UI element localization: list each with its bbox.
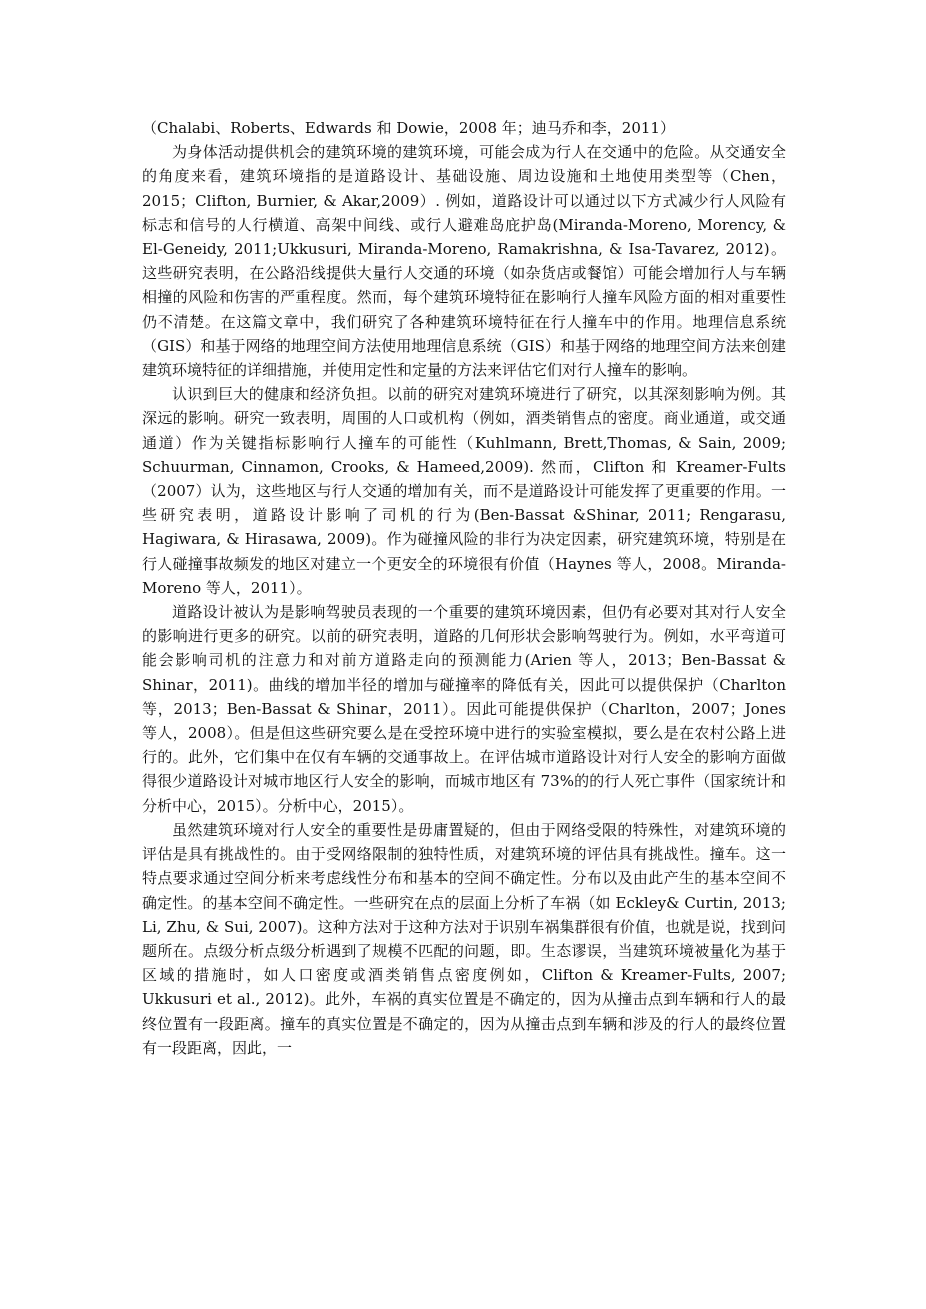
citation-line: （Chalabi、Roberts、Edwards 和 Dowie，2008 年；迪马乔和李，2011）: [142, 119, 675, 137]
paragraph-network-constraint: 虽然建筑环境对行人安全的重要性是毋庸置疑的，但由于网络受限的特殊性，对建筑环境的评估是具有挑战性的。由于受网络限制的独特性质，对建筑环境的评估具有挑战性。撞车。这一特点要求通过空间分析来考虑线性分布和基本的空间不确定性。分布以及由此产生的基本空间不确定性。的基本空间不确定性。一些研究在点的层面上分析了车祸（如 Eckley& Curtin, 2013; Li, Zhu, & Sui, 2007)。这种方法对于这种方法对于识别车祸集群很有价值，也就是说，找到问题所在。点级分析点级分析遇到了规模不匹配的问题，即。生态谬误，当建筑环境被量化为基于区域的措施时，如人口密度或酒类销售点密度例如，Clifton & Kreamer-Fults, 2007; Ukkusuri et al., 2012)。此外，车祸的真实位置是不确定的，因为从撞击点到车辆和行人的最终位置有一段距离。撞车的真实位置是不确定的，因为从撞击点到车辆和涉及的行人的最终位置有一段距离，因此，一: [142, 820, 786, 1057]
paragraph-health-burden: 认识到巨大的健康和经济负担。以前的研究对建筑环境进行了研究，以其深刻影响为例。其深远的影响。研究一致表明，周围的人口或机构（例如，酒类销售点的密度。商业通道，或交通通道）作为关键指标影响行人撞车的可能性（Kuhlmann, Brett,Thomas, & Sain, 2009; Schuurman, Cinnamon, Crooks, & Hameed,2009). 然而，Clifton 和 Kreamer-Fults（2007）认为，这些地区与行人交通的增加有关，而不是道路设计可能发挥了更重要的作用。一些研究表明，道路设计影响了司机的行为(Ben-Bassat &Shinar, 2011; Rengarasu, Hagiwara, & Hirasawa, 2009)。作为碰撞风险的非行为决定因素，研究建筑环境，特别是在行人碰撞事故频发的地区对建立一个更安全的环境很有价值（Haynes 等人，2008。Miranda-Moreno 等人，2011）。: [142, 385, 786, 597]
document-body: [142, 116, 786, 1060]
paragraph-built-environment: 为身体活动提供机会的建筑环境的建筑环境，可能会成为行人在交通中的危险。从交通安全的角度来看，建筑环境指的是道路设计、基础设施、周边设施和土地使用类型等（Chen，2015；Clifton, Burnier, & Akar,2009）. 例如，道路设计可以通过以下方式减少行人风险有标志和信号的人行横道、高架中间线、或行人避难岛庇护岛(Miranda-Moreno, Morency, & El-Geneidy, 2011;Ukkusuri, Miranda-Moreno, Ramakrishna, & Isa-Tavarez, 2012)。这些研究表明，在公路沿线提供大量行人交通的环境（如杂货店或餐馆）可能会增加行人与车辆相撞的风险和伤害的严重程度。然而，每个建筑环境特征在影响行人撞车风险方面的相对重要性仍不清楚。在这篇文章中，我们研究了各种建筑环境特征在行人撞车中的作用。地理信息系统（GIS）和基于网络的地理空间方法使用地理信息系统（GIS）和基于网络的地理空间方法来创建建筑环境特征的详细措施，并使用定性和定量的方法来评估它们对行人撞车的影响。: [142, 143, 786, 380]
paragraph-road-design: 道路设计被认为是影响驾驶员表现的一个重要的建筑环境因素，但仍有必要对其对行人安全的影响进行更多的研究。以前的研究表明，道路的几何形状会影响驾驶行为。例如，水平弯道可能会影响司机的注意力和对前方道路走向的预测能力(Arien 等人，2013；Ben-Bassat & Shinar，2011)。曲线的增加半径的增加与碰撞率的降低有关，因此可以提供保护（Charlton 等，2013；Ben-Bassat & Shinar，2011）。因此可能提供保护（Charlton，2007；Jones 等人，2008）。但是但这些研究要么是在受控环境中进行的实验室模拟，要么是在农村公路上进行的。此外，它们集中在仅有车辆的交通事故上。在评估城市道路设计对行人安全的影响方面做得很少道路设计对城市地区行人安全的影响，而城市地区有 73%的的行人死亡事件（国家统计和分析中心，2015）。分析中心，2015）。: [142, 603, 786, 815]
